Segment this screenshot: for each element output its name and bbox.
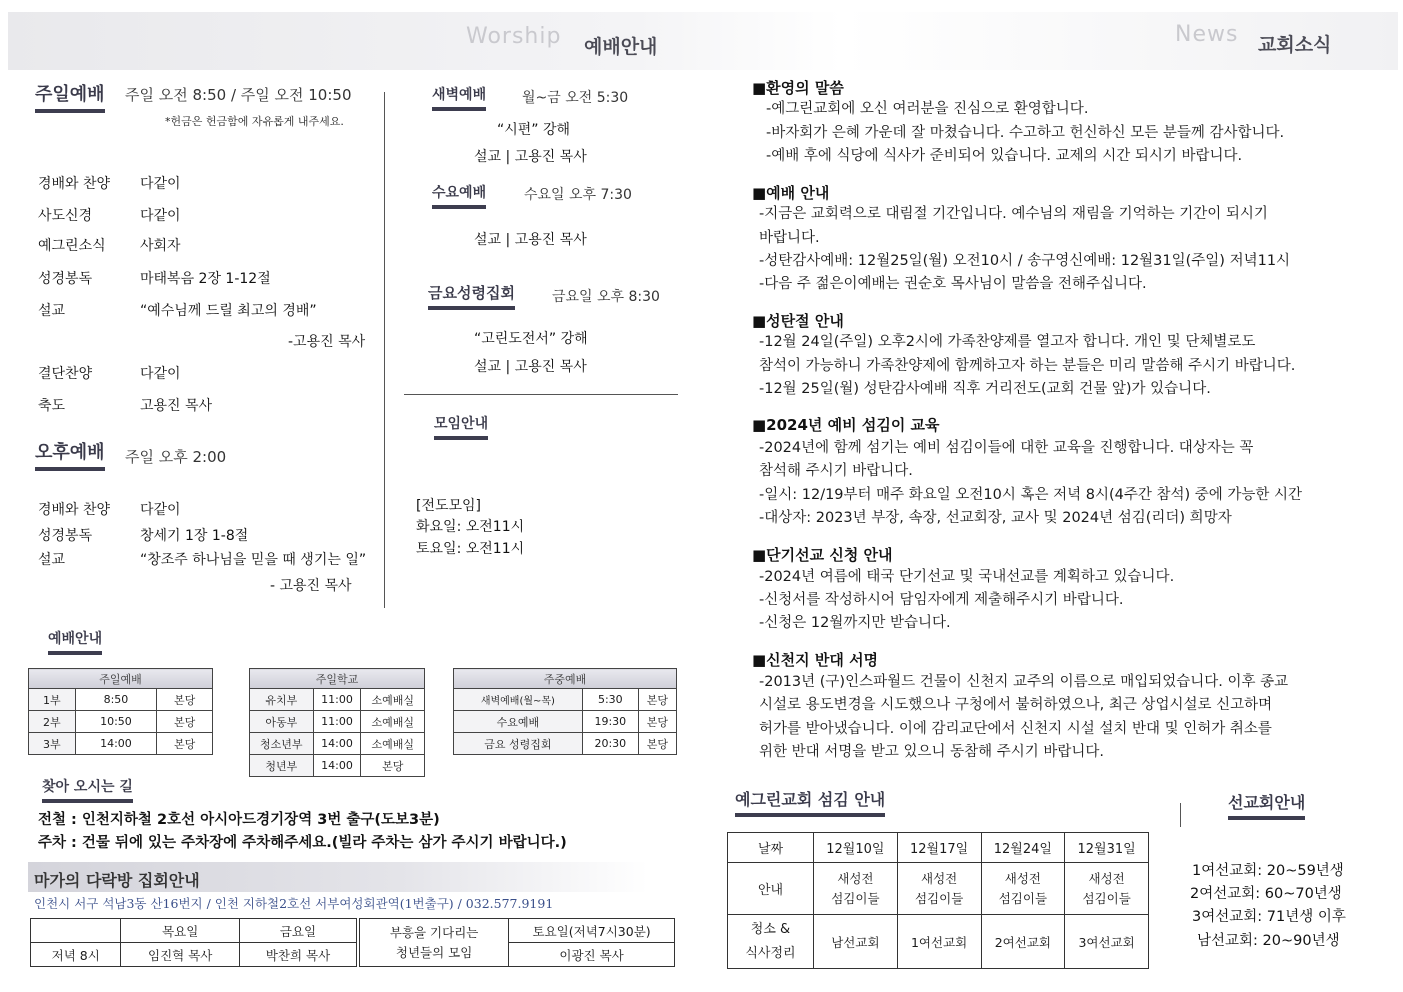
order-label: 설교: [38, 552, 66, 568]
serving-date: 12월10일: [814, 833, 898, 863]
serving-table: [727, 832, 1149, 969]
order-value: 사회자: [140, 238, 181, 254]
mission-line: 남선교회: 20~90년생: [1197, 933, 1340, 949]
serving-cell: 3여선교회: [1065, 915, 1149, 969]
order-label: 경배와 찬양: [38, 502, 111, 518]
news-line: -다음 주 젊은이예배는 권순호 목사님이 말씀을 전해주십니다.: [759, 276, 1147, 292]
sunday-times: 주일 오전 8:50 / 주일 오전 10:50: [125, 86, 352, 104]
dawn-series: “시편” 강해: [497, 122, 571, 138]
order-value: 다같이: [140, 176, 181, 192]
serving-cell: 새성전 섬김이들: [1065, 863, 1149, 915]
serving-date: 12월24일: [981, 833, 1065, 863]
news-title: ■단기선교 신청 안내: [752, 546, 893, 564]
order-value: 다같이: [140, 366, 181, 382]
news-line: 바랍니다.: [759, 230, 820, 246]
serving-cell: 남선교회: [814, 915, 898, 969]
table-header: 주일학교: [250, 669, 425, 689]
news-line: 참석이 가능하니 가족찬양제에 함께하고자 하는 분들은 미리 말씀해 주시기 바랍니다.: [759, 358, 1296, 374]
divider: [404, 394, 678, 395]
order-value: 마태복음 2장 1-12절: [140, 271, 271, 287]
dawn-time: 월~금 오전 5:30: [522, 90, 629, 106]
news-line: -예배 후에 식당에 식사가 준비되어 있습니다. 교제의 시간 되시기 바랍니다.: [766, 148, 1243, 164]
afternoon-title: 오후예배: [35, 438, 105, 471]
news-line: -성탄감사예배: 12월25일(월) 오전10시 / 송구영신예배: 12월31일(주일) 저녁11시: [759, 253, 1291, 269]
friday-title: 금요성령집회: [428, 282, 515, 310]
afternoon-time: 주일 오후 2:00: [125, 448, 227, 466]
news-line: 시설로 용도변경을 시도했으나 구청에서 불허하였으나, 최근 상업시설로 신고하며: [759, 697, 1273, 713]
meeting-line: 토요일: 오전11시: [416, 541, 525, 557]
order-label: 예그린소식: [38, 238, 106, 254]
friday-series: “고린도전서” 강해: [474, 331, 588, 347]
news-title: ■신천지 반대 서명: [752, 651, 879, 669]
news-line: -2024년에 함께 섬기는 예비 섬김이들에 대한 교육을 진행합니다. 대상자는 꼭: [759, 440, 1254, 456]
news-line: -12월 24일(주일) 오후2시에 가족찬양제를 열고자 합니다. 개인 및 단체별로도: [759, 334, 1256, 350]
directions-parking: 주차 : 건물 뒤에 있는 주차장에 주차해주세요.(빌라 주차는 삼가 주시기 바랍니다.): [38, 835, 567, 851]
weekday-schedule-table: [453, 668, 677, 755]
header-worship-en: Worship: [466, 24, 562, 49]
serving-cell: 2여선교회: [981, 915, 1065, 969]
directions-title: 찾아 오시는 길: [42, 776, 133, 803]
maga-youth: 부흥을 기다리는 청년들의 모임: [358, 919, 509, 967]
dawn-title: 새벽예배: [432, 84, 486, 111]
order-label: 설교: [38, 303, 66, 319]
news-line: -지금은 교회력으로 대림절 기간입니다. 예수님의 재림을 기억하는 기간이 되시기: [759, 206, 1268, 222]
maga-thu: 목요일: [121, 919, 240, 943]
wednesday-preacher: 설교 | 고용진 목사: [474, 232, 587, 248]
table-row: 청소년부 14:00 소예배실: [250, 733, 425, 755]
header-news-en: News: [1175, 22, 1239, 47]
table-row: 3부 14:00 본당: [29, 733, 213, 755]
sunday-note: *헌금은 헌금함에 자유롭게 내주세요.: [165, 115, 344, 128]
order-label: 성경봉독: [38, 271, 93, 287]
serving-cell: 새성전 섬김이들: [814, 863, 898, 915]
column-divider: [384, 92, 385, 608]
maga-sat: 토요일(저녁7시30분): [509, 919, 675, 943]
sermon-preacher: - 고용진 목사: [270, 578, 352, 594]
news-line: -2013년 (구)인스파월드 건물이 신천지 교주의 이름으로 매입되었습니다. 이후 종교: [759, 674, 1289, 690]
sunday-title: 주일예배: [35, 80, 105, 113]
news-title: ■환영의 말씀: [752, 79, 844, 97]
table-row: 청년부 14:00 본당: [250, 755, 425, 777]
serving-clean-label: 청소 & 식사정리: [728, 915, 814, 969]
serving-cell: 새성전 섬김이들: [981, 863, 1065, 915]
news-title: ■2024년 예비 섬김이 교육: [752, 416, 940, 434]
serving-date-label: 날짜: [728, 833, 814, 863]
mission-title: 선교회안내: [1228, 790, 1305, 820]
table-row: 아동부 11:00 소예배실: [250, 711, 425, 733]
news-line: -2024년 여름에 태국 단기선교 및 국내선교를 계획하고 있습니다.: [759, 569, 1175, 585]
serving-title: 예그린교회 섬김 안내: [735, 787, 885, 817]
sermon-preacher: -고용진 목사: [288, 334, 366, 350]
order-value: 다같이: [140, 502, 181, 518]
serving-cell: 새성전 섬김이들: [897, 863, 981, 915]
divider: [1180, 803, 1181, 827]
order-label: 결단찬양: [38, 366, 93, 382]
news-title: ■예배 안내: [752, 184, 830, 202]
news-line: -신청은 12월까지만 받습니다.: [759, 615, 951, 631]
meeting-title: 모임안내: [434, 413, 488, 440]
table-row: 1부 8:50 본당: [29, 689, 213, 711]
maga-table: [30, 918, 675, 967]
table-row: 새벽예배(월~목) 5:30 본당: [454, 689, 677, 711]
order-label: 성경봉독: [38, 528, 93, 544]
sermon-title: “창조주 하나님을 믿을 때 생기는 일”: [140, 552, 367, 568]
mission-line: 1여선교회: 20~59년생: [1192, 863, 1344, 879]
order-label: 경배와 찬양: [38, 176, 111, 192]
order-value: 고용진 목사: [140, 398, 213, 414]
directions-subway: 전철 : 인천지하철 2호선 아시아드경기장역 3번 출구(도보3분): [38, 812, 440, 828]
serving-cell: 1여선교회: [897, 915, 981, 969]
table-row: 수요예배 19:30 본당: [454, 711, 677, 733]
maga-evening: 저녁 8시: [31, 943, 121, 967]
maga-address: 인천시 서구 석남3동 산16번지 / 인천 지하철2호선 서부여성회관역(1번출구) / 032.577.9191: [34, 896, 554, 911]
news-line: -대상자: 2023년 부장, 속장, 선교회장, 교사 및 2024년 섬김(리더) 희망자: [759, 510, 1232, 526]
table-row: 유치부 11:00 소예배실: [250, 689, 425, 711]
news-line: -예그린교회에 오신 여러분을 진심으로 환영합니다.: [766, 101, 1089, 117]
news-line: -일시: 12/19부터 매주 화요일 오전10시 혹은 저녁 8시(4주간 참석) 중에 가능한 시간: [759, 487, 1303, 503]
schedule-title: 예배안내: [48, 628, 102, 655]
news-line: -신청서를 작성하시어 담임자에게 제출해주시기 바랍니다.: [759, 592, 1124, 608]
news-line: -12월 25일(월) 성탄감사예배 직후 거리전도(교회 건물 앞)가 있습니다.: [759, 381, 1211, 397]
friday-time: 금요일 오후 8:30: [552, 289, 660, 305]
order-value: 다같이: [140, 208, 181, 224]
order-value: 창세기 1장 1-8절: [140, 528, 249, 544]
maga-title: 마가의 다락방 집회안내: [34, 871, 200, 890]
serving-date: 12월17일: [897, 833, 981, 863]
table-header: 주중예배: [454, 669, 677, 689]
maga-fri-leader: 박찬희 목사: [239, 943, 358, 967]
news-line: 참석해 주시기 바랍니다.: [759, 463, 913, 479]
meeting-line: 화요일: 오전11시: [416, 519, 525, 535]
news-line: -바자회가 은혜 가운데 잘 마쳤습니다. 수고하고 헌신하신 모든 분들께 감사합니다.: [766, 125, 1285, 141]
news-line: 허가를 받아냈습니다. 이에 감리교단에서 신천지 시설 설치 반대 및 인허가 취소를: [759, 721, 1272, 737]
school-schedule-table: [249, 668, 425, 777]
meeting-line: [전도모임]: [416, 498, 482, 514]
order-label: 축도: [38, 398, 66, 414]
friday-preacher: 설교 | 고용진 목사: [474, 359, 587, 375]
serving-date: 12월31일: [1065, 833, 1149, 863]
maga-sat-leader: 이광진 목사: [509, 943, 675, 967]
mission-line: 2여선교회: 60~70년생: [1190, 886, 1342, 902]
sermon-title: “예수님께 드릴 최고의 경배”: [140, 303, 317, 319]
maga-fri: 금요일: [239, 919, 358, 943]
news-line: 위한 반대 서명을 받고 있으니 동참해 주시기 바랍니다.: [759, 744, 1105, 760]
sunday-schedule-table: [28, 668, 213, 755]
header-news-ko: 교회소식: [1258, 34, 1332, 56]
mission-line: 3여선교회: 71년생 이후: [1192, 909, 1346, 925]
wednesday-title: 수요예배: [432, 182, 486, 209]
table-header: 주일예배: [29, 669, 213, 689]
wednesday-time: 수요일 오후 7:30: [524, 187, 632, 203]
table-row: 2부 10:50 본당: [29, 711, 213, 733]
dawn-preacher: 설교 | 고용진 목사: [474, 149, 587, 165]
order-label: 사도신경: [38, 208, 93, 224]
serving-guide-label: 안내: [728, 863, 814, 915]
news-title: ■성탄절 안내: [752, 312, 844, 330]
table-row: 금요 성령집회 20:30 본당: [454, 733, 677, 755]
header-worship-ko: 예배안내: [584, 36, 658, 58]
maga-thu-leader: 임진혁 목사: [121, 943, 240, 967]
